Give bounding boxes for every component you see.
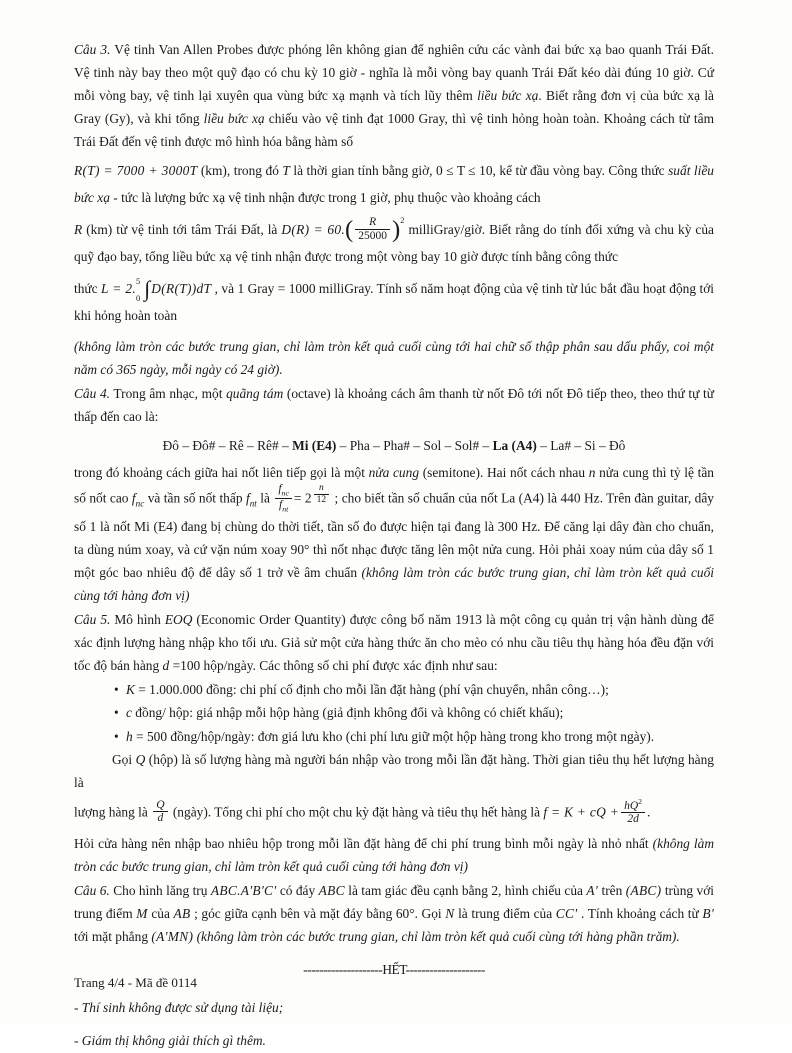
cau5-var-Q: Q xyxy=(135,751,146,767)
cau4-ratio-eq: = 2 xyxy=(293,490,312,506)
cau6-text-6: của xyxy=(147,906,174,922)
cau3-italic-3: suất liều bức xạ xyxy=(74,163,714,206)
cau3-formula-L-line xyxy=(74,276,714,330)
note-no-documents: - Thí sinh không được sử dụng tài liệu; xyxy=(74,999,284,1015)
cau6-math-3: A' xyxy=(586,883,599,899)
cau6-text-3: là tam giác đều cạnh bằng 2, hình chiếu của xyxy=(344,883,587,899)
cau4-text-7: là xyxy=(256,490,274,506)
right-paren-icon: ) xyxy=(392,215,401,243)
cau3-text-6: - tức là lượng bức xạ vệ tinh nhận được trong 1 giờ, phụ thuộc vào khoảng cách xyxy=(109,190,541,206)
cau5-fraction-hQ2-2d xyxy=(621,798,645,827)
cau5-text-6: (ngày). Tổng chi phí cho một chu kỳ đặt hàng và tiêu thụ hết hàng là xyxy=(169,804,544,819)
cau3-formula-D-text: (km) từ vệ tinh tới tâm Trái Đất, là xyxy=(82,221,282,237)
cau4-var-n: n xyxy=(588,464,596,480)
cau3-frac-den: 25000 xyxy=(355,229,390,243)
cau6-math-6: AB xyxy=(173,906,191,922)
cau4-octave-sequence: Đô – Đô# – Rê – Rê# – Mi (E4) – Pha – Pha# – Sol – Sol# – La (A4) – La# – Si – Đô xyxy=(162,437,626,453)
cau4-f-nt: f xyxy=(245,490,250,506)
cau4-ratio-den-sub: nt xyxy=(282,504,289,514)
cau4-ratio-num: f xyxy=(278,482,282,495)
list-item: • K = 1.000.000 đồng: chi phí cố định cho mỗi lần đặt hàng (phí vận chuyển, nhân công…); xyxy=(74,678,714,701)
left-paren-icon: ( xyxy=(344,215,354,243)
cau3-text-4: (km), trong đó xyxy=(197,163,283,179)
cau5-frac-Q: Q xyxy=(156,798,165,811)
cau3-text-1: Vệ tinh Van Allen Probes được phóng lên không gian để nghiên cứu các vành đai bức xạ bao quanh Trái Đất. Vệ tinh này bay theo một quỹ đạo có chu kỳ 10 giờ - nghĩa là mỗi vòng bay quanh Trái Đất kéo dài đúng 10 giờ. Cứ mỗi vòng bay, vệ tinh lại xuyên qua vùng bức xạ mạnh và tích lũy thêm xyxy=(74,42,714,104)
cau3-text-7: milliGray/giờ. Biết rằng do tính đối xứng và chu kỳ của quỹ đạo bay, tổng liều bức xạ vệ tinh nhận được trong một vòng bay 10 giờ được tính bằng công thức xyxy=(74,221,714,265)
note-no-explanations: - Giám thị không giải thích gì thêm. xyxy=(74,1032,266,1048)
cau3-formula-L-prefix: thức xyxy=(74,280,102,296)
cau4-text-6: và tần số nốt thấp xyxy=(144,490,246,506)
cau5-frac-hQ2-den: 2d xyxy=(621,812,645,826)
cau4-italic-3: (không làm tròn các bước trung gian, chỉ làm tròn kết quả cuối cùng tới hàng đơn vị) xyxy=(74,565,714,604)
cau3-integral-limits xyxy=(136,277,140,303)
cau5-fraction-Q-d xyxy=(153,799,167,826)
cau3-paragraph-final xyxy=(74,335,714,381)
list-item: • c đồng/ hộp: giá nhập mỗi hộp hàng (giả định không đổi và không có chiết khấu); xyxy=(74,701,714,724)
cau3-int-body: D(R(T))dT xyxy=(151,280,212,296)
cau6-text-2: có đáy xyxy=(276,883,319,899)
cau4-italic-1: quãng tám xyxy=(226,385,284,401)
cau4-italic-2: nửa cung xyxy=(368,464,420,480)
cau4-f-nt-sub: nt xyxy=(249,498,257,509)
cau5-frac-hQ2-sup: 2 xyxy=(638,796,643,806)
cau3-int-upper: 5 xyxy=(135,275,141,286)
end-marker: --------------------HẾT-------------------- xyxy=(303,962,485,978)
cau3-text-8: , và 1 Gray = 1000 milliGray. Tính số năm hoạt động của vệ tinh từ lúc bắt đầu hoạt động tới khi hỏng hoàn toàn xyxy=(74,280,715,323)
cau6-math-4: (ABC) xyxy=(625,883,662,899)
cau6-text-1: Cho hình lăng trụ xyxy=(109,883,211,899)
cau5-text-1: Mô hình xyxy=(110,612,165,628)
cau4-ratio-den-wrap xyxy=(275,498,292,514)
cau6-math-2: ABC xyxy=(318,883,345,899)
cau5-paragraph-2 xyxy=(74,748,714,794)
cau5-formula-prefix: lượng hàng là xyxy=(74,804,152,819)
cau3-formula-R-line xyxy=(74,158,714,212)
cau3-frac-exponent: 2 xyxy=(400,216,405,226)
integral-icon: ∫ xyxy=(144,276,151,302)
cau6-text-4: trên xyxy=(598,883,626,899)
cau6-text-10: tới mặt phẳng xyxy=(74,929,152,945)
cau6-math-7: N xyxy=(445,906,455,922)
octave-bold-note: La (A4) xyxy=(492,437,537,453)
cau3-italic-1: liều bức xạ xyxy=(477,88,539,104)
question-cau-5-paragraph-1 xyxy=(74,608,714,677)
cau5-italic-2: (không làm tròn các bước trung gian, chỉ làm tròn kết quả cuối cùng tới hàng đơn vị) xyxy=(74,836,714,875)
cau5-frac-hQ2-num: hQ xyxy=(624,799,639,812)
cau4-text-8: ; cho biết tần số chuẩn của nốt La (A4) là 440 Hz. Trên đàn guitar, dây số 1 là nốt Mi (E4) đang bị chùng do thời tiết, tần số đo được hiện tại đang là 300 Hz. Để căng lại dây đàn cho chuẩn, ta dùng núm xoay, và cứ vặn núm xoay 90° thì nốt nhạc được tăng lên một nửa cung. Hỏi phải xoay núm của dây số 1 một góc bao nhiêu độ để dây số 1 trở về âm chuẩn xyxy=(74,490,715,581)
cau5-text-2: (Economic Order Quantity) được công bố năm 1913 là một công cụ quản trị vận hành dùng để xác định lượng hàng nhập kho tối ưu. Giả sử một cửa hàng thức ăn cho mèo có nhu cầu tiêu thụ hàng hóa đều đặn với tốc độ bán hàng xyxy=(74,612,715,674)
cau4-f-nc: f xyxy=(131,490,136,506)
cau3-formula-D-prefix: R xyxy=(74,221,83,237)
cau5-formula-f: f = K + cQ + xyxy=(543,804,620,819)
cau3-formula-R: R(T) = 7000 + 3000T xyxy=(74,163,198,179)
octave-bold-note: Mi (E4) xyxy=(292,437,337,453)
cau5-text-7: Hỏi cửa hàng nên nhập bao nhiêu hộp trong mỗi lần đặt hàng để chi phí trung bình mỗi ngày là nhỏ nhất xyxy=(74,836,653,852)
cau4-paragraph-2 xyxy=(74,461,714,607)
cau6-italic-1: (không làm tròn các bước trung gian, chỉ làm tròn kết quả cuối cùng tới hàng phần trăm). xyxy=(196,929,680,945)
cau5-text-5: (hộp) là số lượng hàng mà người bán nhập vào trong mỗi lần đặt hàng. Thời gian tiêu thụ hết lượng hàng là xyxy=(74,751,714,790)
cau4-text-5: nửa cung thì tỷ lệ tần số nốt cao xyxy=(74,464,714,506)
cau6-text-8: là trung điểm của xyxy=(454,906,556,922)
cau6-text-9: . Tính khoảng cách từ xyxy=(577,906,703,922)
document-content xyxy=(74,38,714,1053)
question-cau-5-label: Câu 5. xyxy=(74,612,111,628)
cau6-math-5: M xyxy=(136,906,148,922)
cau3-var-T: T xyxy=(282,163,290,179)
cau4-ratio-num-sub: nc xyxy=(281,488,289,498)
cau4-text-1: Trong âm nhạc, một xyxy=(113,385,227,401)
cau4-text-2: (octave) là khoảng cách âm thanh từ nốt Đô tới nốt Đô tiếp theo, theo thứ tự từ thấp đến cao là: xyxy=(74,385,714,424)
page-footer: Trang 4/4 - Mã đề 0114 xyxy=(74,975,197,990)
question-cau-4-paragraph-1 xyxy=(74,382,714,428)
cau3-frac-num: R xyxy=(369,216,377,229)
cau4-exp-num: n xyxy=(318,483,324,494)
cau5-cost-parameters-list xyxy=(74,678,714,747)
cau4-f-nc-sub: nc xyxy=(135,498,145,509)
cau6-text-5: trùng với trung điểm xyxy=(74,883,714,922)
cau4-ratio-num-wrap xyxy=(275,483,292,498)
list-item: • h = 500 đồng/hộp/ngày: đơn giá lưu kho (chi phí lưu giữ một hộp hàng trong kho trong một ngày). xyxy=(74,725,714,748)
cau4-ratio-den: f xyxy=(278,499,283,512)
cau3-text-5: là thời gian tính bằng giờ, 0 ≤ T ≤ 10, kể từ đầu vòng bay. Công thức xyxy=(289,163,669,179)
cau3-int-lower: 0 xyxy=(135,293,141,304)
cau5-paragraph-3 xyxy=(74,832,714,878)
cau5-italic-1: EOQ xyxy=(164,612,193,628)
question-cau-3-label: Câu 3. xyxy=(74,42,111,57)
cau5-text-4: Gọi xyxy=(112,751,136,767)
question-cau-6-paragraph-1 xyxy=(74,879,714,948)
question-cau-3-paragraph-1 xyxy=(74,38,714,153)
question-cau-4-label: Câu 4. xyxy=(74,385,111,401)
bullet-variable: K xyxy=(126,682,135,698)
bullet-variable: c xyxy=(126,705,132,721)
cau3-text-2: . Biết rằng đơn vị của bức xạ là Gray (Gy), và khi tổng xyxy=(74,88,715,127)
cau4-frequency-ratio xyxy=(275,483,292,514)
question-cau-6-label: Câu 6. xyxy=(74,883,110,899)
cau4-exp-den: 12 xyxy=(314,494,330,506)
cau3-formula-D: D(R) = 60. xyxy=(281,221,345,237)
cau4-text-3: trong đó khoảng cách giữa hai nốt liên tiếp gọi là một xyxy=(74,464,369,480)
cau3-italic-4: (không làm tròn các bước trung gian, chỉ làm tròn kết quả cuối cùng tới hai chữ số thập phân sau dấu phẩy, coi một năm có 365 ngày, mỗi ngày có 24 giờ). xyxy=(74,338,714,377)
cau5-formula-line xyxy=(74,796,714,828)
cau3-fraction-R-25000 xyxy=(355,216,390,243)
cau6-math-10: (A'MN) xyxy=(151,929,194,945)
cau5-formula-period: . xyxy=(647,804,651,819)
cau3-text-3: chiếu vào vệ tinh đạt 1000 Gray, thì vệ tinh hỏng hoàn toàn. Khoảng cách từ tâm Trái Đất đến vệ tinh được mô hình hóa bằng hàm số xyxy=(74,111,714,150)
cau5-frac-hQ2-num-wrap xyxy=(621,798,645,813)
cau6-math-9: B' xyxy=(702,906,715,922)
cau4-text-4: (semitone). Hai nốt cách nhau xyxy=(419,464,589,480)
cau6-math-1: ABC.A'B'C' xyxy=(210,883,277,899)
cau5-text-3: =100 hộp/ngày. Các thông số chi phí được xác định như sau: xyxy=(169,658,498,674)
cau6-math-8: CC' xyxy=(555,906,578,922)
cau3-formula-D-line xyxy=(74,217,714,271)
cau3-italic-2: liều bức xạ xyxy=(203,111,265,127)
cau3-formula-L: L = 2. xyxy=(101,280,136,296)
cau5-frac-d: d xyxy=(153,811,167,825)
cau5-var-d: d xyxy=(162,658,170,674)
cau4-exponent-fraction xyxy=(314,483,330,505)
bullet-variable: h xyxy=(126,728,133,744)
cau6-text-7: ; góc giữa cạnh bên và mặt đáy bằng 60°. Gọi xyxy=(190,906,446,922)
